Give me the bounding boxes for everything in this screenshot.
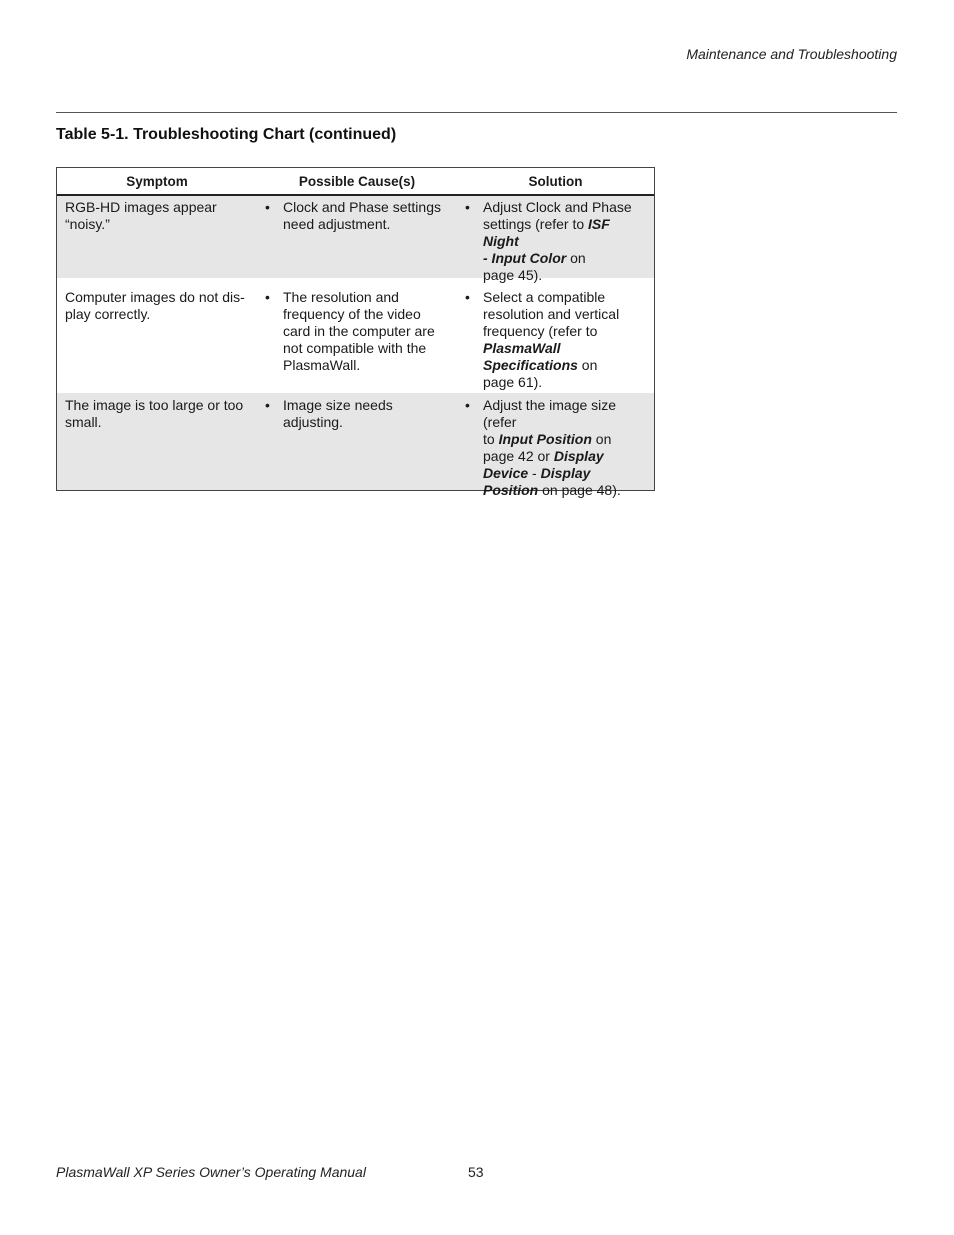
footer-manual-title: PlasmaWall XP Series Owner’s Operating Manual: [56, 1164, 366, 1180]
solution-cell: • Adjust Clock and Phase settings (refer to ISF Night - Input Color on page 45).: [457, 196, 654, 278]
bullet-icon: •: [265, 289, 270, 305]
column-header-cause: Possible Cause(s): [298, 173, 416, 189]
bullet-icon: •: [465, 397, 470, 413]
cross-reference: Device: [483, 465, 529, 481]
bullet-icon: •: [465, 199, 470, 215]
column-header-symptom: Symptom: [126, 173, 188, 189]
running-header: Maintenance and Troubleshooting: [686, 46, 897, 62]
symptom-cell: RGB-HD images appear “noisy.”: [65, 199, 217, 232]
cross-reference: Position: [483, 482, 539, 498]
cross-reference: Display: [540, 465, 591, 481]
table-header-row: [57, 168, 654, 196]
cause-cell: • Image size needs adjusting.: [257, 393, 457, 490]
cross-reference: Specifications: [483, 357, 578, 373]
bullet-icon: •: [265, 397, 270, 413]
table-row: [57, 278, 654, 393]
header-rule: [56, 112, 897, 113]
cross-reference: Input Position: [498, 431, 592, 447]
symptom-cell: The image is too large or too small.: [65, 397, 244, 430]
table-row: [57, 196, 654, 283]
bullet-icon: •: [465, 289, 470, 305]
column-header-solution: Solution: [528, 173, 583, 189]
solution-cell: • Select a compatible resolution and vertical frequency (refer to PlasmaWall Specifications on page 61).: [457, 278, 654, 393]
cross-reference: PlasmaWall: [483, 340, 561, 356]
cause-cell: • The resolution and frequency of the video card in the computer are not compatible with the PlasmaWall.: [257, 278, 457, 393]
solution-cell: • Adjust the image size (refer to Input Position on page 42 or Display Device - Display Position on page 48).: [457, 393, 654, 490]
table-row: [57, 393, 654, 498]
table-title: Table 5-1. Troubleshooting Chart (continued): [56, 126, 397, 143]
bullet-icon: •: [265, 199, 270, 215]
page-number: 53: [468, 1164, 484, 1180]
cross-reference: - Input Color: [483, 250, 567, 266]
troubleshooting-table: [56, 167, 655, 498]
cause-cell: • Clock and Phase settings need adjustment.: [257, 196, 457, 278]
symptom-cell: Computer images do not dis- play correctly.: [65, 289, 245, 322]
cross-reference: ISF Night: [483, 216, 610, 249]
cross-reference: Display: [553, 448, 604, 464]
